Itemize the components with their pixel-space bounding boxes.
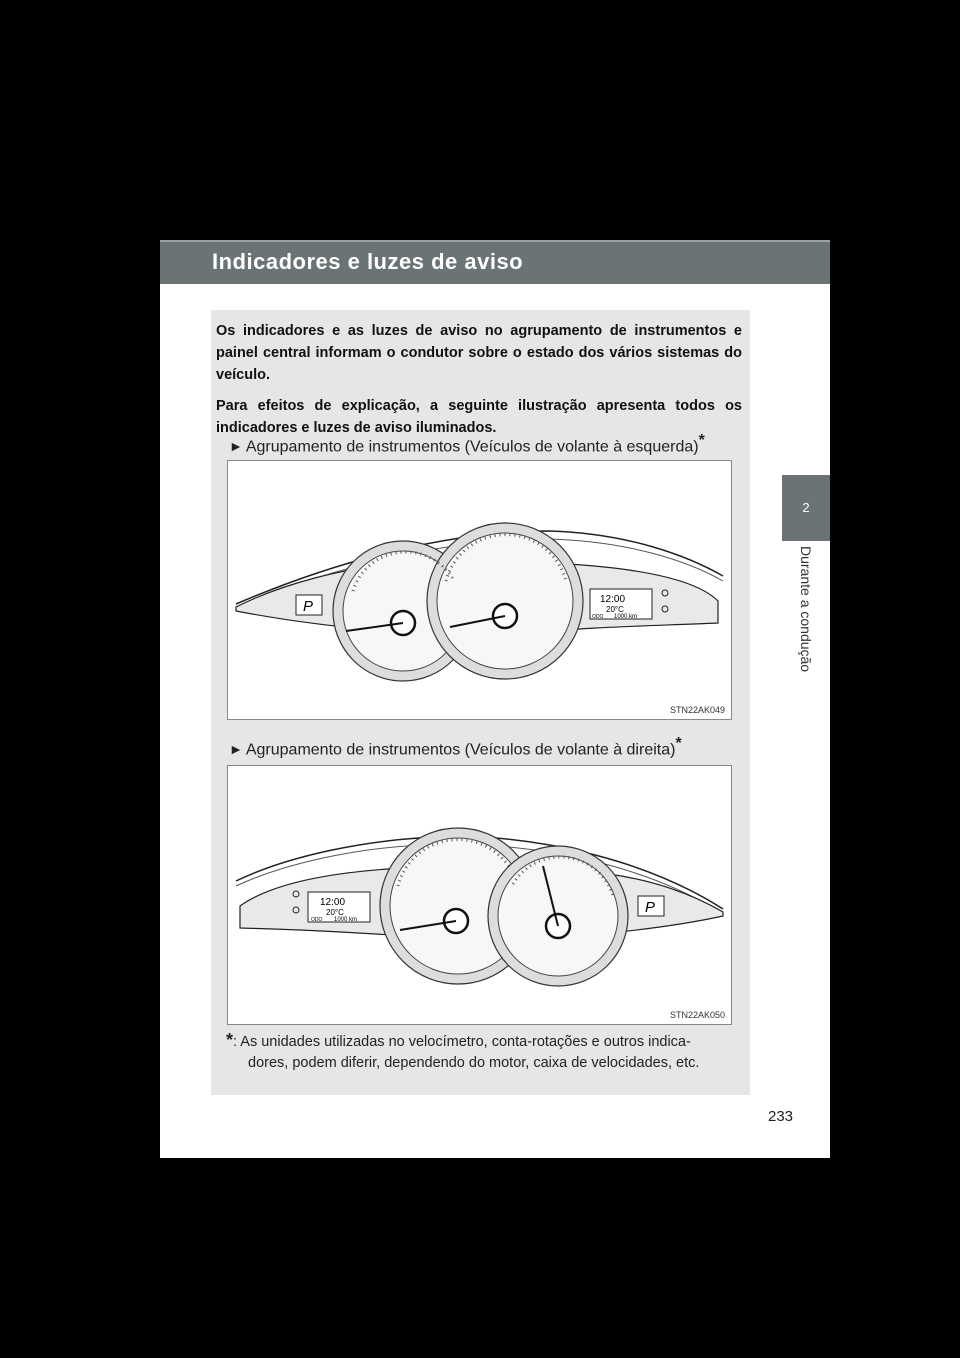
instrument-cluster-lhd-drawing [228, 461, 731, 719]
section-title: Indicadores e luzes de aviso [212, 249, 524, 274]
triangle-bullet-icon: ► [229, 741, 243, 758]
display-odo-label: ODO [311, 917, 323, 923]
footnote-line-2: dores, podem diferir, dependendo do motor, caixa de velocidades, etc. [248, 1055, 700, 1071]
gear-p-indicator: P [645, 899, 656, 916]
display-odo: 1000 km [334, 917, 358, 923]
gear-p-indicator: P [303, 598, 314, 615]
display-temp: 20°C [326, 908, 344, 917]
intro-text [216, 320, 742, 448]
instrument-cluster-rhd-drawing [228, 766, 731, 1024]
display-odo-label: ODO [592, 614, 604, 620]
display-temp: 20°C [606, 605, 624, 614]
display-time: 12:00 [320, 897, 346, 908]
footnote-mark: * [226, 1030, 234, 1050]
figure-code: STN22AK050 [669, 1010, 725, 1020]
footnote-line-1: : As unidades utilizadas no velocímetro, conta-rotações e outros indica- [233, 1034, 691, 1050]
chapter-label: Durante a condução [798, 546, 814, 673]
section-header [160, 240, 830, 284]
triangle-bullet-icon: ► [229, 438, 243, 455]
figure-code: STN22AK049 [669, 705, 725, 715]
figure-caption-lhd: ► Agrupamento de instrumentos (Veículos de volante à esquerda)* [229, 432, 705, 456]
intro-paragraph-1: Os indicadores e as luzes de aviso no agrupamento de instrumentos e painel central informam o condutor sobre o estado dos vários sistemas do veículo. [216, 323, 742, 383]
figure-caption-rhd: ► Agrupamento de instrumentos (Veículos de volante à direita)* [229, 735, 682, 759]
cluster-illustration-lhd [227, 460, 732, 720]
intro-paragraph-2: Para efeitos de explicação, a seguinte ilustração apresenta todos os indicadores e luzes de aviso iluminados. [216, 398, 742, 436]
footnote [226, 1030, 722, 1074]
display-time: 12:00 [600, 594, 626, 605]
chapter-tab[interactable]: 2 [782, 475, 830, 541]
page-number: 233 [768, 1108, 794, 1125]
display-odo: 1000 km [614, 614, 638, 620]
cluster-illustration-rhd [227, 765, 732, 1025]
